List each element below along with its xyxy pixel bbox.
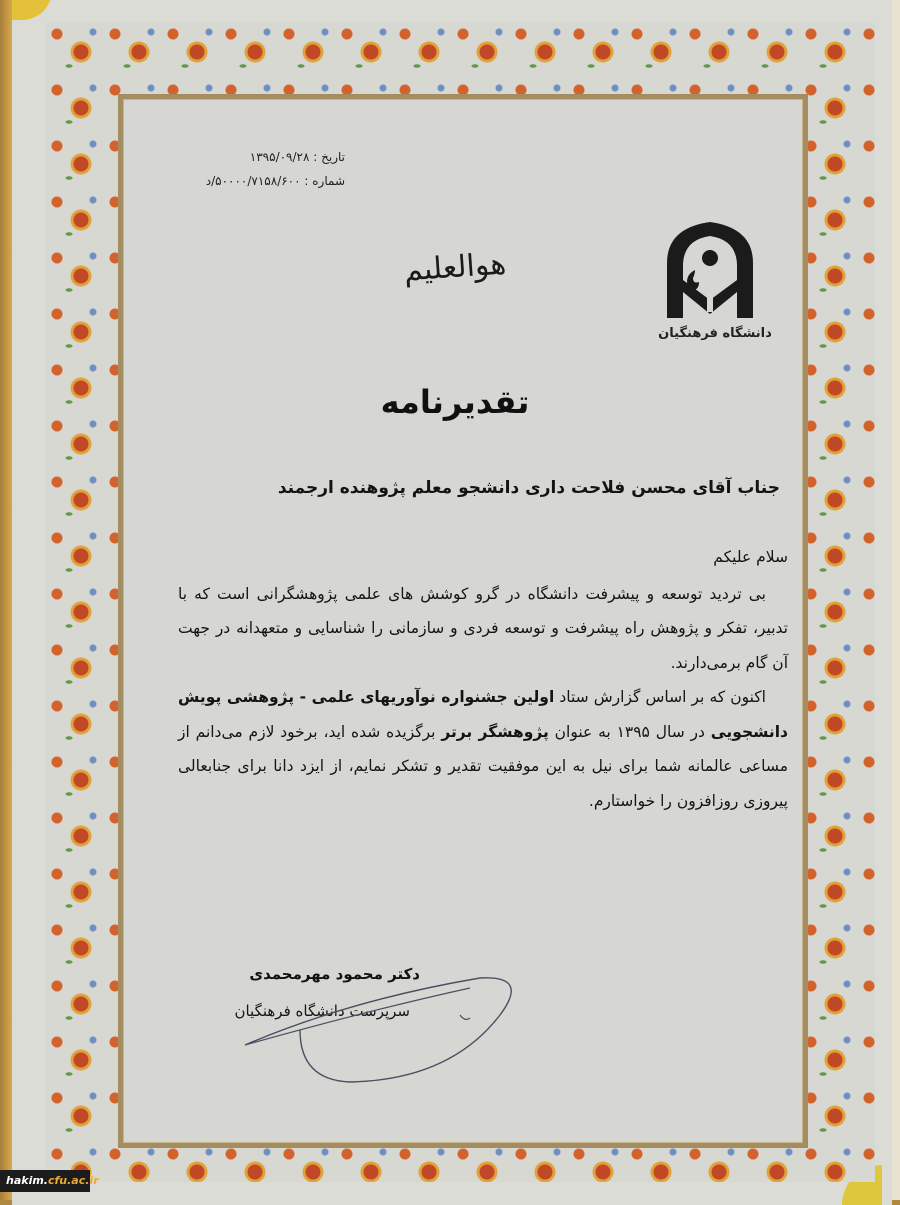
date-label: تاریخ :	[313, 150, 345, 164]
festival-name: اولین جشنواره نوآوریهای علمی - پژوهشی پویش دانشجویی	[178, 688, 789, 741]
logo-caption: دانشگاه فرهنگیان	[658, 326, 772, 341]
signatory-role: سرپرست دانشگاه فرهنگیان	[234, 1002, 410, 1020]
certificate-title: تقدیرنامه	[380, 383, 530, 421]
handwritten-signature-icon	[230, 970, 530, 1090]
number-value: ۵۰۰۰۰/۷۱۵۸/۶۰۰/د	[205, 174, 301, 188]
signatory-name: دکتر محمود مهرمحمدی	[249, 965, 420, 983]
farhangian-university-logo-icon	[655, 218, 765, 323]
university-logo	[655, 218, 772, 353]
date-value: ۱۳۹۵/۰۹/۲۸	[249, 150, 310, 164]
number-row	[145, 169, 345, 193]
site-watermark: hakim.cfu.ac.ir	[0, 1170, 90, 1192]
recipient-salutation: جناب آقای محسن فلاحت داری دانشجو معلم پژوهنده ارجمند	[277, 478, 780, 498]
paragraph-2-part-1: اکنون که بر اساس گزارش ستاد	[554, 688, 766, 706]
number-label: شماره :	[304, 174, 345, 188]
paragraph-1: بی تردید توسعه و پیشرفت دانشگاه در گرو کوشش های علمی پژوهشگرانی است که با تدبیر، تفکر و پژوهش راه پیشرفت و توسعه فردی و سازمانی را شناسایی و متعهدانه در جهت آن گام برمی‌دارند.	[178, 584, 788, 672]
document-meta	[145, 145, 345, 193]
invocation-calligraphy: هوالعلیم	[402, 246, 508, 289]
gold-corner-ornament	[12, 0, 52, 20]
certificate-body	[178, 540, 788, 818]
greeting: سلام علیکم	[713, 548, 788, 566]
paragraph-2-part-2: در سال ۱۳۹۵ به عنوان	[548, 722, 711, 741]
paragraph-2	[178, 680, 788, 818]
award-title: پژوهشگر برتر	[441, 722, 549, 741]
date-row	[145, 145, 345, 169]
paragraph-2-part-3: برگزیده شده اید، برخود لازم می‌دانم از مساعی عالمانه شما برای نیل به این موفقیت تقدیر و تشکر نمایم، از ایزد دانا برای جنابعالی پیروزی روزافزون را خواستارم.	[178, 722, 788, 810]
